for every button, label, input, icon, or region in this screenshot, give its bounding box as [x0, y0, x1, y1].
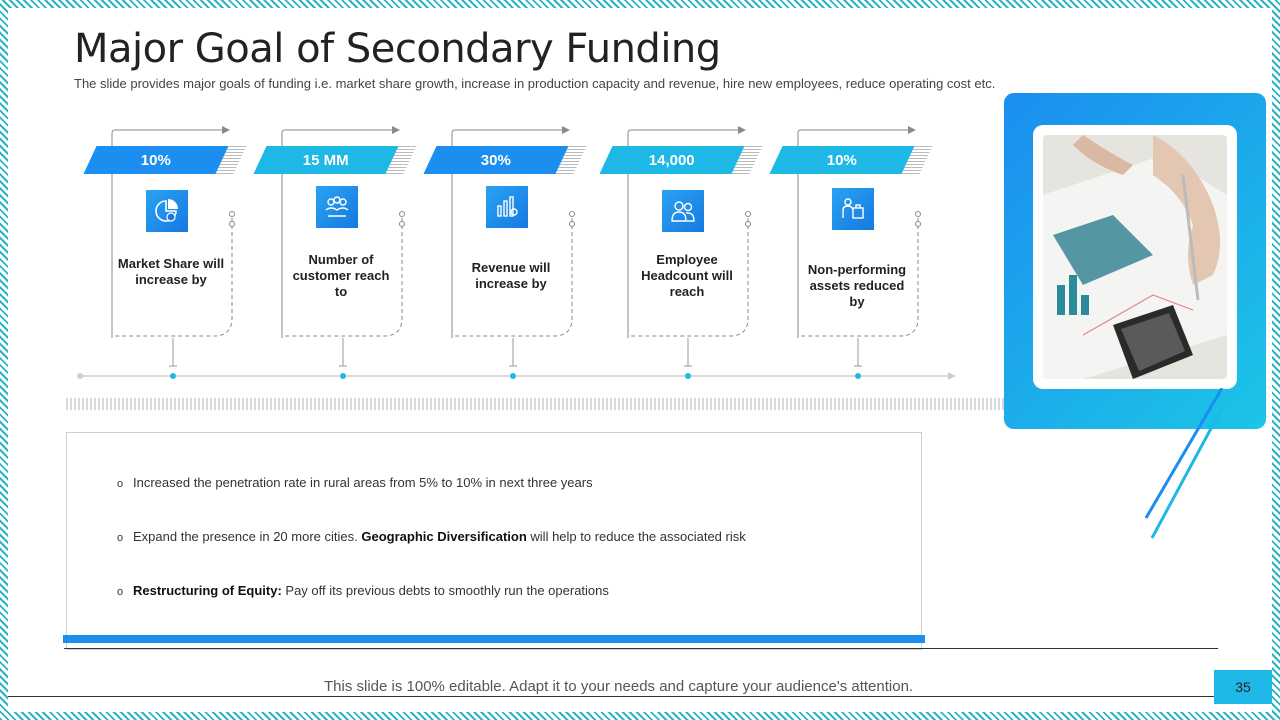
page-number: 35: [1214, 670, 1272, 704]
details-box: [66, 432, 922, 650]
bullet-bold: Restructuring of Equity:: [133, 583, 282, 598]
goal-value-banner: 14,000: [599, 146, 744, 174]
bullet-item: [117, 583, 609, 598]
footer-note: This slide is 100% editable. Adapt it to your needs and capture your audience's attention.: [324, 678, 914, 695]
goal-value-banner: 10%: [769, 146, 914, 174]
bullet-text: will help to reduce the associated risk: [526, 529, 746, 544]
assets-icon: [832, 188, 874, 230]
goal-card-customers: [282, 128, 432, 338]
customers-icon: [316, 186, 358, 228]
bullet-text: Increased the penetration rate in rural areas from 5% to 10% in next three years: [133, 475, 593, 490]
goal-label: Employee Headcount will reach: [641, 252, 733, 299]
dashed-divider: [66, 398, 1008, 410]
goal-label: Market Share will increase by: [117, 256, 225, 287]
goal-card-employees: [628, 128, 778, 338]
revenue-chart-icon: [486, 186, 528, 228]
slide-title: Major Goal of Secondary Funding: [74, 26, 721, 72]
bullet-marker: o: [117, 532, 124, 544]
pie-chart-icon: [146, 190, 188, 232]
bullet-item: [117, 475, 593, 490]
goal-label: Revenue will increase by: [471, 260, 551, 291]
goal-value-banner: 15 MM: [253, 146, 398, 174]
photo-frame: [1004, 93, 1266, 429]
goal-card-revenue: [452, 128, 602, 338]
bullet-item: [117, 529, 746, 544]
footer-rule: [8, 696, 1214, 697]
employees-icon: [662, 190, 704, 232]
bullet-marker: o: [117, 586, 124, 598]
goal-value-banner: 10%: [83, 146, 228, 174]
goal-value-banner: 30%: [423, 146, 568, 174]
horizontal-rule: [64, 648, 1218, 649]
slide: [8, 8, 1272, 712]
bullet-text-pre: Expand the presence in 20 more cities.: [133, 529, 362, 544]
goal-label: Non-performing assets reduced by: [807, 262, 907, 309]
bullet-text: Pay off its previous debts to smoothly run the operations: [281, 583, 609, 598]
photo-card: [1033, 125, 1237, 389]
goal-card-market-share: [112, 128, 262, 338]
accent-bar: [63, 635, 925, 643]
goal-label: Number of customer reach to: [292, 252, 390, 299]
goal-card-assets: [798, 128, 948, 338]
bullet-bold: Geographic Diversification: [361, 529, 527, 544]
decorative-lines: [1138, 388, 1228, 548]
slide-subtitle: The slide provides major goals of funding i.e. market share growth, increase in production capacity and revenue, hire new employees, reduce operating cost etc.: [74, 76, 996, 91]
office-desk-photo: [1043, 135, 1227, 379]
bullet-marker: o: [117, 478, 124, 490]
